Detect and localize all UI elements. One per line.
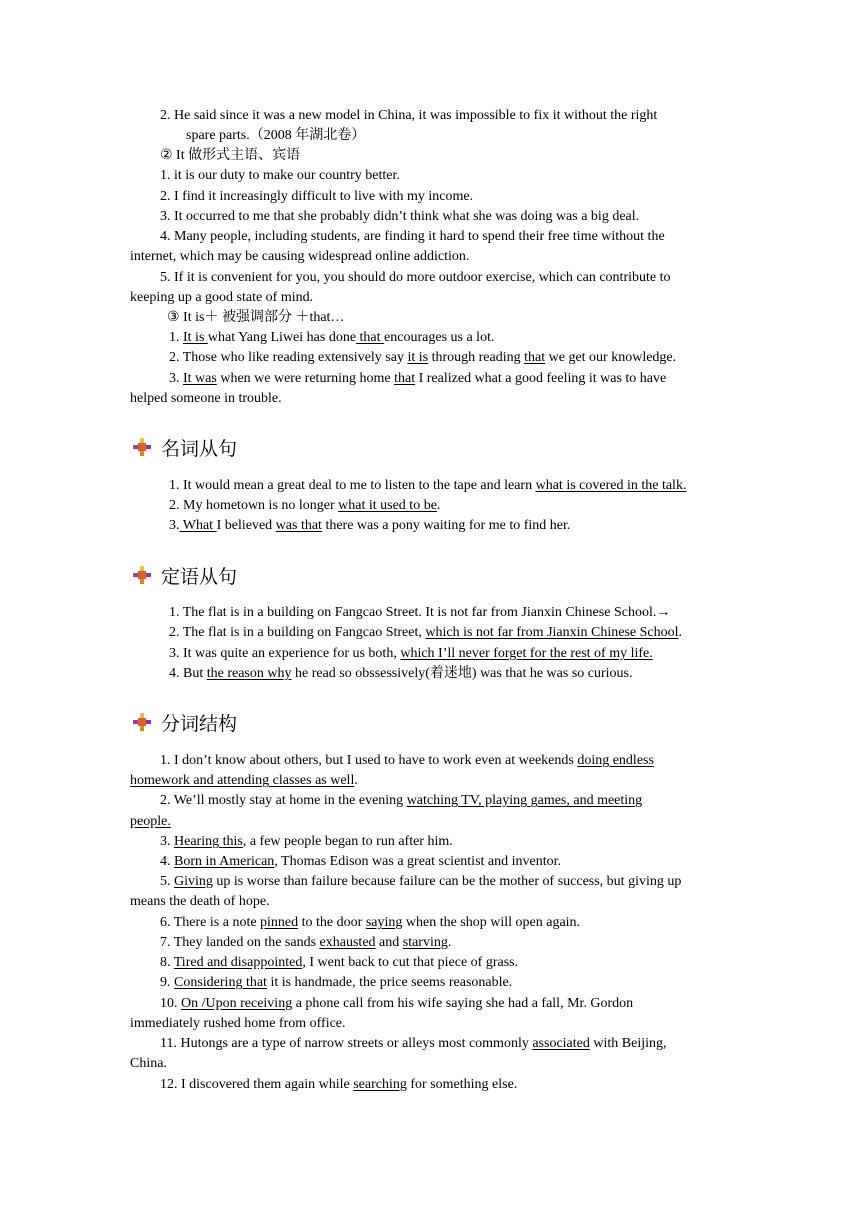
section-heading-attributive-clause: 定语从句 [133,562,237,588]
item-line: keeping up a good state of mind. [130,290,314,305]
example-line: immediately rushed home from office. [130,1016,346,1031]
example-line: 1. It is what Yang Liwei has done that encourages us a lot. [169,330,495,345]
example-line: 7. They landed on the sands exhausted and starving. [160,935,452,950]
example-line: 2. My hometown is no longer what it used to be. [169,498,441,513]
item-line: internet, which may be causing widespread online addiction. [130,249,470,264]
example-line: helped someone in trouble. [130,391,282,406]
example-line: 9. Considering that it is handmade, the price seems reasonable. [160,975,513,990]
example-line: 1. The flat is in a building on Fangcao Street. It is not far from Jianxin Chinese School.→ [169,605,671,620]
example-line: 1. It would mean a great deal to me to listen to the tape and learn what is covered in the talk. [169,478,687,493]
example-line: 4. Born in American, Thomas Edison was a great scientist and inventor. [160,854,561,869]
bullet-cross-icon [133,566,151,584]
example-line: 1. I don’t know about others, but I used to have to work even at weekends doing endless [160,753,654,768]
bullet-cross-icon [133,713,151,731]
item-line: 4. Many people, including students, are finding it hard to spend their free time without the [160,229,665,244]
example-line: 3. What I believed was that there was a pony waiting for me to find her. [169,518,571,533]
example-line: homework and attending classes as well. [130,773,358,788]
item-line: 1. it is our duty to make our country better. [160,168,400,183]
item-line: 3. It occurred to me that she probably didn’t think what she was doing was a big deal. [160,209,640,224]
example-line: 11. Hutongs are a type of narrow streets or alleys most commonly associated with Beijing, [160,1036,667,1051]
section-heading-participle: 分词结构 [133,709,237,735]
example-line: China. [130,1056,167,1071]
example-line: people. [130,814,171,829]
section-heading-noun-clause: 名词从句 [133,434,237,460]
subsection-title: ② It 做形式主语、宾语 [160,148,301,163]
example-line: 8. Tired and disappointed, I went back to cut that piece of grass. [160,955,519,970]
item-line: 5. If it is convenient for you, you should do more outdoor exercise, which can contribute to [160,270,671,285]
example-line: 3. Hearing this, a few people began to run after him. [160,834,453,849]
bullet-cross-icon [133,438,151,456]
example-line: 5. Giving up is worse than failure because failure can be the mother of success, but giving up [160,874,682,889]
example-line: 3. It was when we were returning home that I realized what a good feeling it was to have [169,371,667,386]
example-line: 6. There is a note pinned to the door saying when the shop will open again. [160,915,581,930]
example-line: 4. But the reason why he read so obssessively(着迷地) was that he was so curious. [169,666,633,681]
subsection-title: ③ It is＋ 被强调部分 ＋that… [167,310,345,325]
example-line: 2. Those who like reading extensively say it is through reading that we get our knowledge. [169,350,677,365]
example-line: means the death of hope. [130,894,270,909]
example-line: 10. On /Upon receiving a phone call from his wife saying she had a fall, Mr. Gordon [160,996,634,1011]
example-line: 2. We’ll mostly stay at home in the evening watching TV, playing games, and meeting [160,793,643,808]
example-line: 2. The flat is in a building on Fangcao Street, which is not far from Jianxin Chinese School. [169,625,683,640]
item-line: 2. I find it increasingly difficult to live with my income. [160,189,474,204]
example-line: 12. I discovered them again while searching for something else. [160,1077,518,1092]
example-line: 3. It was quite an experience for us both, which I’ll never forget for the rest of my life. [169,646,653,661]
item-line: 2. He said since it was a new model in China, it was impossible to fix it without the right [160,108,658,123]
item-line: spare parts.（2008 年湖北卷） [186,128,366,143]
